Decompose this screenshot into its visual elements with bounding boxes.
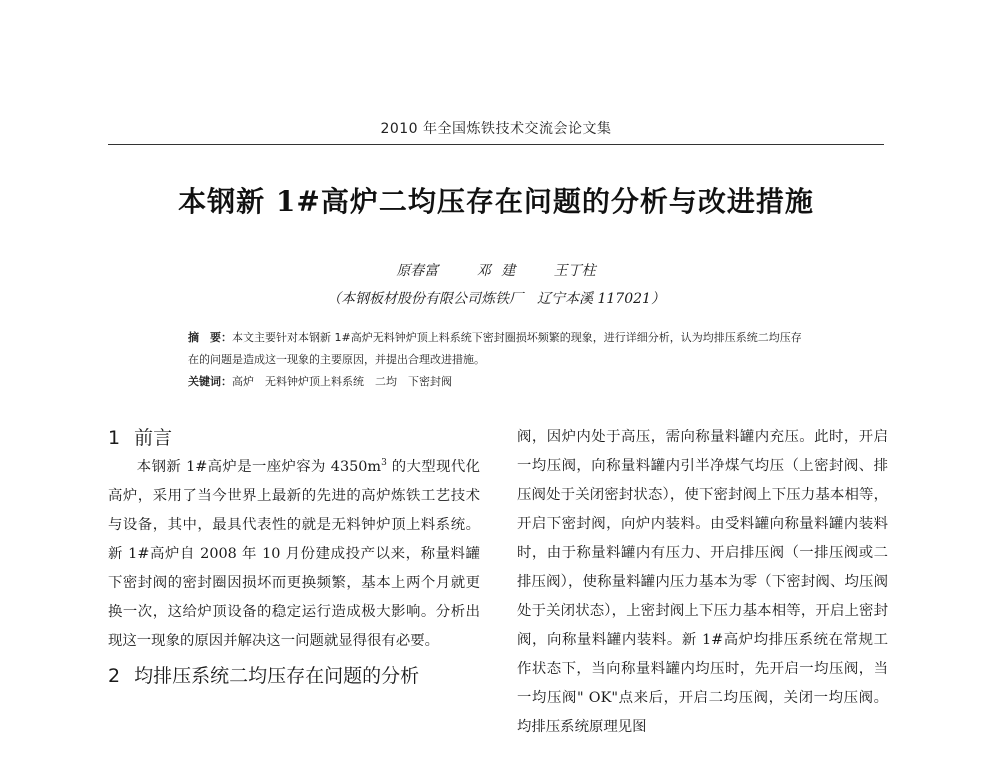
- keywords: [188, 371, 808, 393]
- article-title: 本钢新 1#高炉二均压存在问题的分析与改进措施: [178, 185, 814, 218]
- author-name: 邓 建: [476, 263, 516, 279]
- abstract-text: 本文主要针对本钢新 1#高炉无料钟炉顶上料系统下密封圈损坏频繁的现象，进行详细分析，认为均排压系统二均压存在的问题是造成这一现象的主要原因，并提出合理改进措施。: [188, 331, 802, 366]
- section-title: 前言: [134, 427, 173, 449]
- author-name: 王丁柱: [553, 263, 596, 279]
- superscript: 3: [381, 458, 387, 469]
- para-text-rest: 的大型现代化高炉，采用了当今世界上最新的先进的高炉炼铁工艺技术与设备，其中，最具代表性的就是无料钟炉顶上料系统。新 1#高炉自 2008 年 10 月份建成投产以来，称量料罐下密封阀的密封圈因损坏而更换频繁，基本上两个月就更换一次，这给炉顶设备的稳定运行造成极大影响。分析出现这一现象的原因并解决这一问题就显得很有必要。: [108, 459, 480, 649]
- keywords-text: 高炉 无料钟炉顶上料系统 二均 下密封阀: [232, 375, 452, 388]
- affiliation: （本钢板材股份有限公司炼铁厂 辽宁本溪 117021）: [327, 291, 665, 307]
- section-number: 2: [108, 665, 121, 687]
- keywords-label: 关键词：: [188, 375, 232, 388]
- left-column: [108, 423, 480, 690]
- para-text-start: 本钢新 1#高炉是一座炉容为 4350m: [136, 459, 382, 475]
- section-1-heading: [108, 423, 480, 453]
- abstract: [188, 327, 808, 371]
- section-2-heading: [108, 662, 480, 690]
- running-header: 2010 年全国炼铁技术交流会论文集: [380, 121, 612, 137]
- abstract-label: 摘 要：: [188, 331, 232, 344]
- right-column-paragraph: 阀，因炉内处于高压，需向称量料罐内充压。此时，开启一均压阀，向称量料罐内引半净煤气均压（上密封阀、排压阀处于关闭密封状态），使下密封阀上下压力基本相等，开启下密封阀，向炉内装料。由受料罐向称量料罐内装料时，由于称量料罐内有压力、开启排压阀（一排压阀或二排压阀），使称量料罐内压力基本为零（下密封阀、均压阀处于关闭状态），上密封阀上下压力基本相等，开启上密封阀，向称量料罐内装料。新 1#高炉均排压系统在常规工作状态下，当向称量料罐内均压时，先开启一均压阀，当一均压阀" OK"点来后，开启二均压阀，关闭一均压阀。均排压系统原理见图: [517, 429, 888, 735]
- section-number: 1: [108, 427, 121, 449]
- right-column: [517, 423, 888, 742]
- section-1-paragraph: [108, 453, 480, 656]
- author-name: 原春富: [396, 263, 439, 279]
- header-rule: [108, 144, 884, 145]
- author-list: [108, 260, 884, 280]
- section-title: 均排压系统二均压存在问题的分析: [134, 665, 420, 687]
